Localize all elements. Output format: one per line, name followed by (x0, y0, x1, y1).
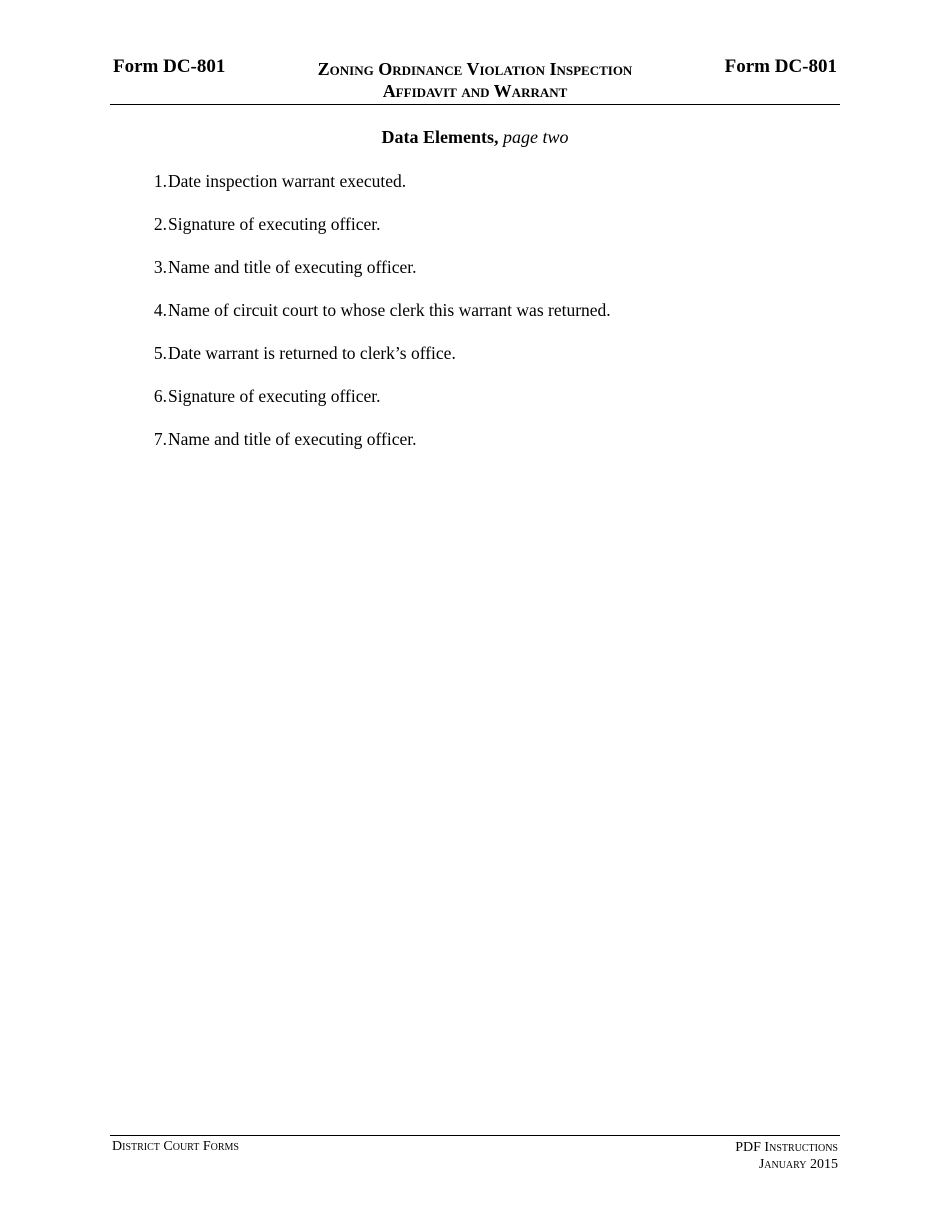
section-heading (0, 127, 950, 148)
form-number-right: Form DC-801 (724, 56, 837, 77)
item-number: 5. (153, 343, 167, 363)
item-text: Name and title of executing officer. (168, 257, 417, 277)
item-text: Signature of executing officer. (168, 214, 381, 234)
page-header (110, 56, 840, 105)
list-item (130, 299, 611, 342)
form-number-left: Form DC-801 (113, 56, 226, 77)
list-item (130, 213, 381, 256)
section-heading-italic: page two (502, 127, 569, 147)
item-text: Date warrant is returned to clerk’s office. (168, 343, 456, 363)
form-title-line-2: Affidavit and Warrant (382, 81, 568, 101)
footer-right-line-2: January 2015 (758, 1157, 838, 1172)
item-number: 1. (153, 171, 167, 191)
item-number: 3. (153, 257, 167, 277)
list-item (130, 170, 407, 213)
item-text: Signature of executing officer. (168, 386, 381, 406)
item-text: Date inspection warrant executed. (168, 171, 407, 191)
footer-left-text: District Court Forms (112, 1139, 239, 1154)
item-number: 4. (153, 300, 167, 320)
page-footer (110, 1135, 840, 1172)
item-number: 6. (153, 386, 167, 406)
list-item (130, 256, 417, 299)
item-text: Name and title of executing officer. (168, 429, 417, 449)
section-heading-bold: Data Elements, (381, 127, 499, 147)
item-number: 7. (153, 429, 167, 449)
item-number: 2. (153, 214, 167, 234)
list-item (130, 342, 456, 385)
form-title-line-1: Zoning Ordinance Violation Inspection (317, 59, 633, 79)
item-text: Name of circuit court to whose clerk this warrant was returned. (168, 300, 611, 320)
list-item (130, 385, 381, 428)
footer-right-line-1: PDF Instructions (735, 1140, 838, 1155)
list-item (130, 428, 417, 471)
footer-right-text (735, 1139, 838, 1173)
data-elements-list (130, 170, 611, 471)
